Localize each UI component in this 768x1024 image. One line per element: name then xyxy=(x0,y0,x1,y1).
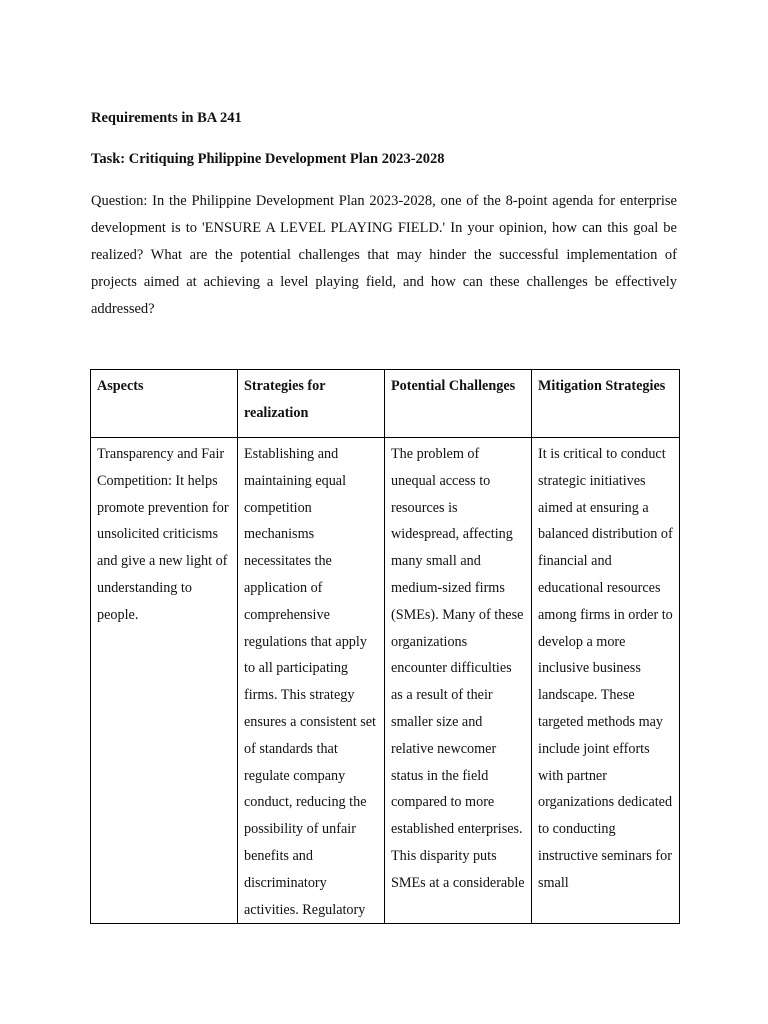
cell-mitigation xyxy=(532,438,680,924)
task-title: Task: Critiquing Philippine Development Plan 2023-2028 xyxy=(91,151,445,167)
table-header-row xyxy=(91,370,680,438)
header-strategies-for-realization: Strategies for realization xyxy=(238,370,385,438)
cell-challenges xyxy=(385,438,532,924)
table-row xyxy=(91,438,680,924)
header-mitigation-strategies: Mitigation Strategies xyxy=(532,370,680,438)
cell-text: Transparency and Fair Competition: It helps promote prevention for unsolicited criticisms and give a new light of understanding to people. xyxy=(97,446,229,623)
question-paragraph: Question: In the Philippine Development Plan 2023-2028, one of the 8-point agenda for enterprise development is to 'ENSURE A LEVEL PLAYING FIELD.' In your opinion, how can this goal be realized? What are the potential challenges that may hinder the successful implementation of projects aimed at achieving a level playing field, and how can these challenges be effectively addressed? xyxy=(91,193,677,317)
document-heading: Requirements in BA 241 xyxy=(91,110,242,126)
cell-strategies xyxy=(238,438,385,924)
analysis-table xyxy=(90,369,680,924)
cell-text: Establishing and maintaining equal competition mechanisms necessitates the application of comprehensive regulations that apply to all participating firms. This strategy ensures a consistent set of standards that regulate company conduct, reducing the possibility of unfair benefits and discriminatory activities. Regulatory xyxy=(244,446,376,918)
cell-aspects xyxy=(91,438,238,924)
header-potential-challenges: Potential Challenges xyxy=(385,370,532,438)
cell-text: The problem of unequal access to resources is widespread, affecting many small and medium-sized firms (SMEs). Many of these organizations encounter difficulties as a result of their smaller size and relative newcomer status in the field compared to more established enterprises. This disparity puts SMEs at a considerable xyxy=(391,446,525,891)
cell-text: It is critical to conduct strategic initiatives aimed at ensuring a balanced distribution of financial and educational resources among firms in order to develop a more inclusive business landscape. These targeted methods may include joint efforts with partner organizations dedicated to conducting instructive seminars for small xyxy=(538,446,673,891)
header-aspects: Aspects xyxy=(91,370,238,438)
